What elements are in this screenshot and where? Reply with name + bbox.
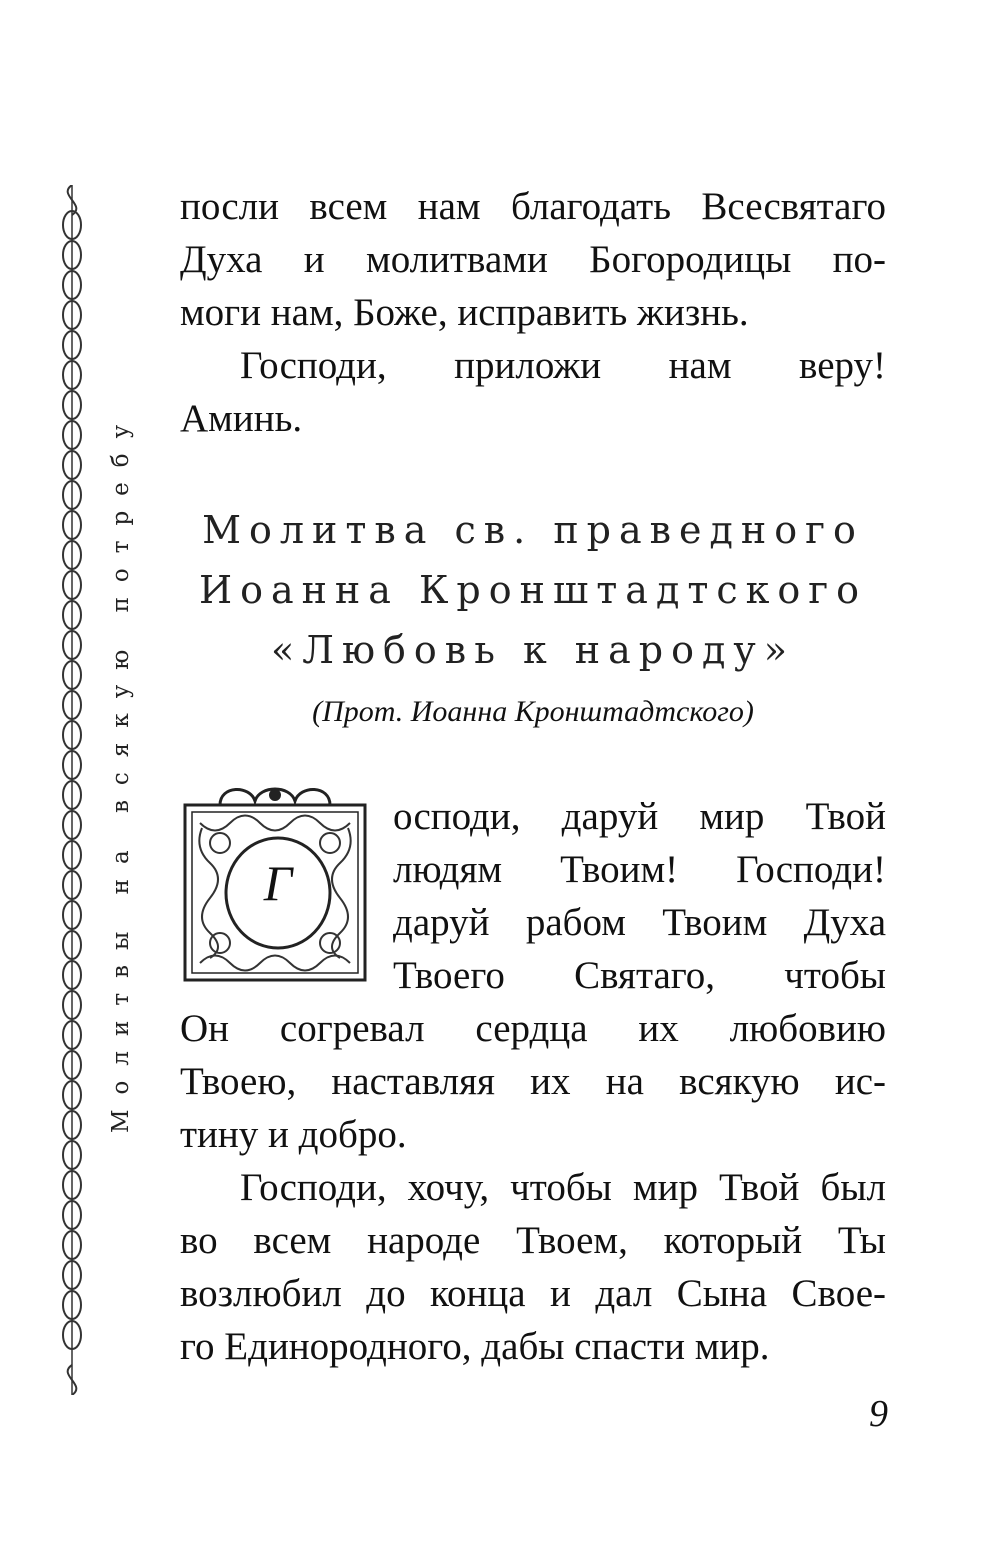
text-line: посли всем нам благодать Всесвятаго [180, 185, 886, 228]
text-line: во всем народе Твоем, который Ты [180, 1219, 886, 1262]
drop-cap-ornament [180, 783, 370, 983]
text-line: Духа и молитвами Богородицы по- [180, 238, 886, 281]
page-number: 9 [869, 1393, 888, 1435]
title-line: «Любовь к народу» [271, 628, 795, 672]
text-line: Аминь. [180, 397, 303, 440]
text-line: Твоего Святаго, чтобы [393, 954, 886, 997]
text-line: осподи, даруй мир Твой [393, 795, 886, 838]
text-line: людям Твоим! Господи! [393, 848, 886, 891]
drop-cap-letter: Г [263, 855, 293, 911]
text-line: Господи, приложи нам веру! [240, 344, 886, 387]
text-line: го Единородного, дабы спасти мир. [180, 1325, 770, 1368]
text-line: моги нам, Боже, исправить жизнь. [180, 291, 749, 334]
title-line: Иоанна Кронштадтского [198, 568, 868, 612]
running-head: Молитвы на всякую потребу [108, 409, 134, 1133]
title-line: Молитва св. праведного [202, 508, 864, 552]
text-line: тину и добро. [180, 1113, 407, 1156]
top-paragraph [180, 180, 886, 445]
text-line: Он согревал сердца их любовию [180, 1007, 886, 1050]
prayer-paragraph [180, 1002, 886, 1373]
prayer-title [180, 500, 886, 680]
text-line: возлюбил до конца и дал Сына Свое- [180, 1272, 886, 1315]
text-line: Твоею, наставляя их на всякую ис- [180, 1060, 886, 1103]
attribution: (Прот. Иоанна Кронштадтского) [312, 695, 754, 728]
side-ornament-border [52, 185, 92, 1395]
text-line: Господи, хочу, чтобы мир Твой был [240, 1166, 886, 1209]
text-line: даруй рабом Твоим Духа [393, 901, 886, 944]
